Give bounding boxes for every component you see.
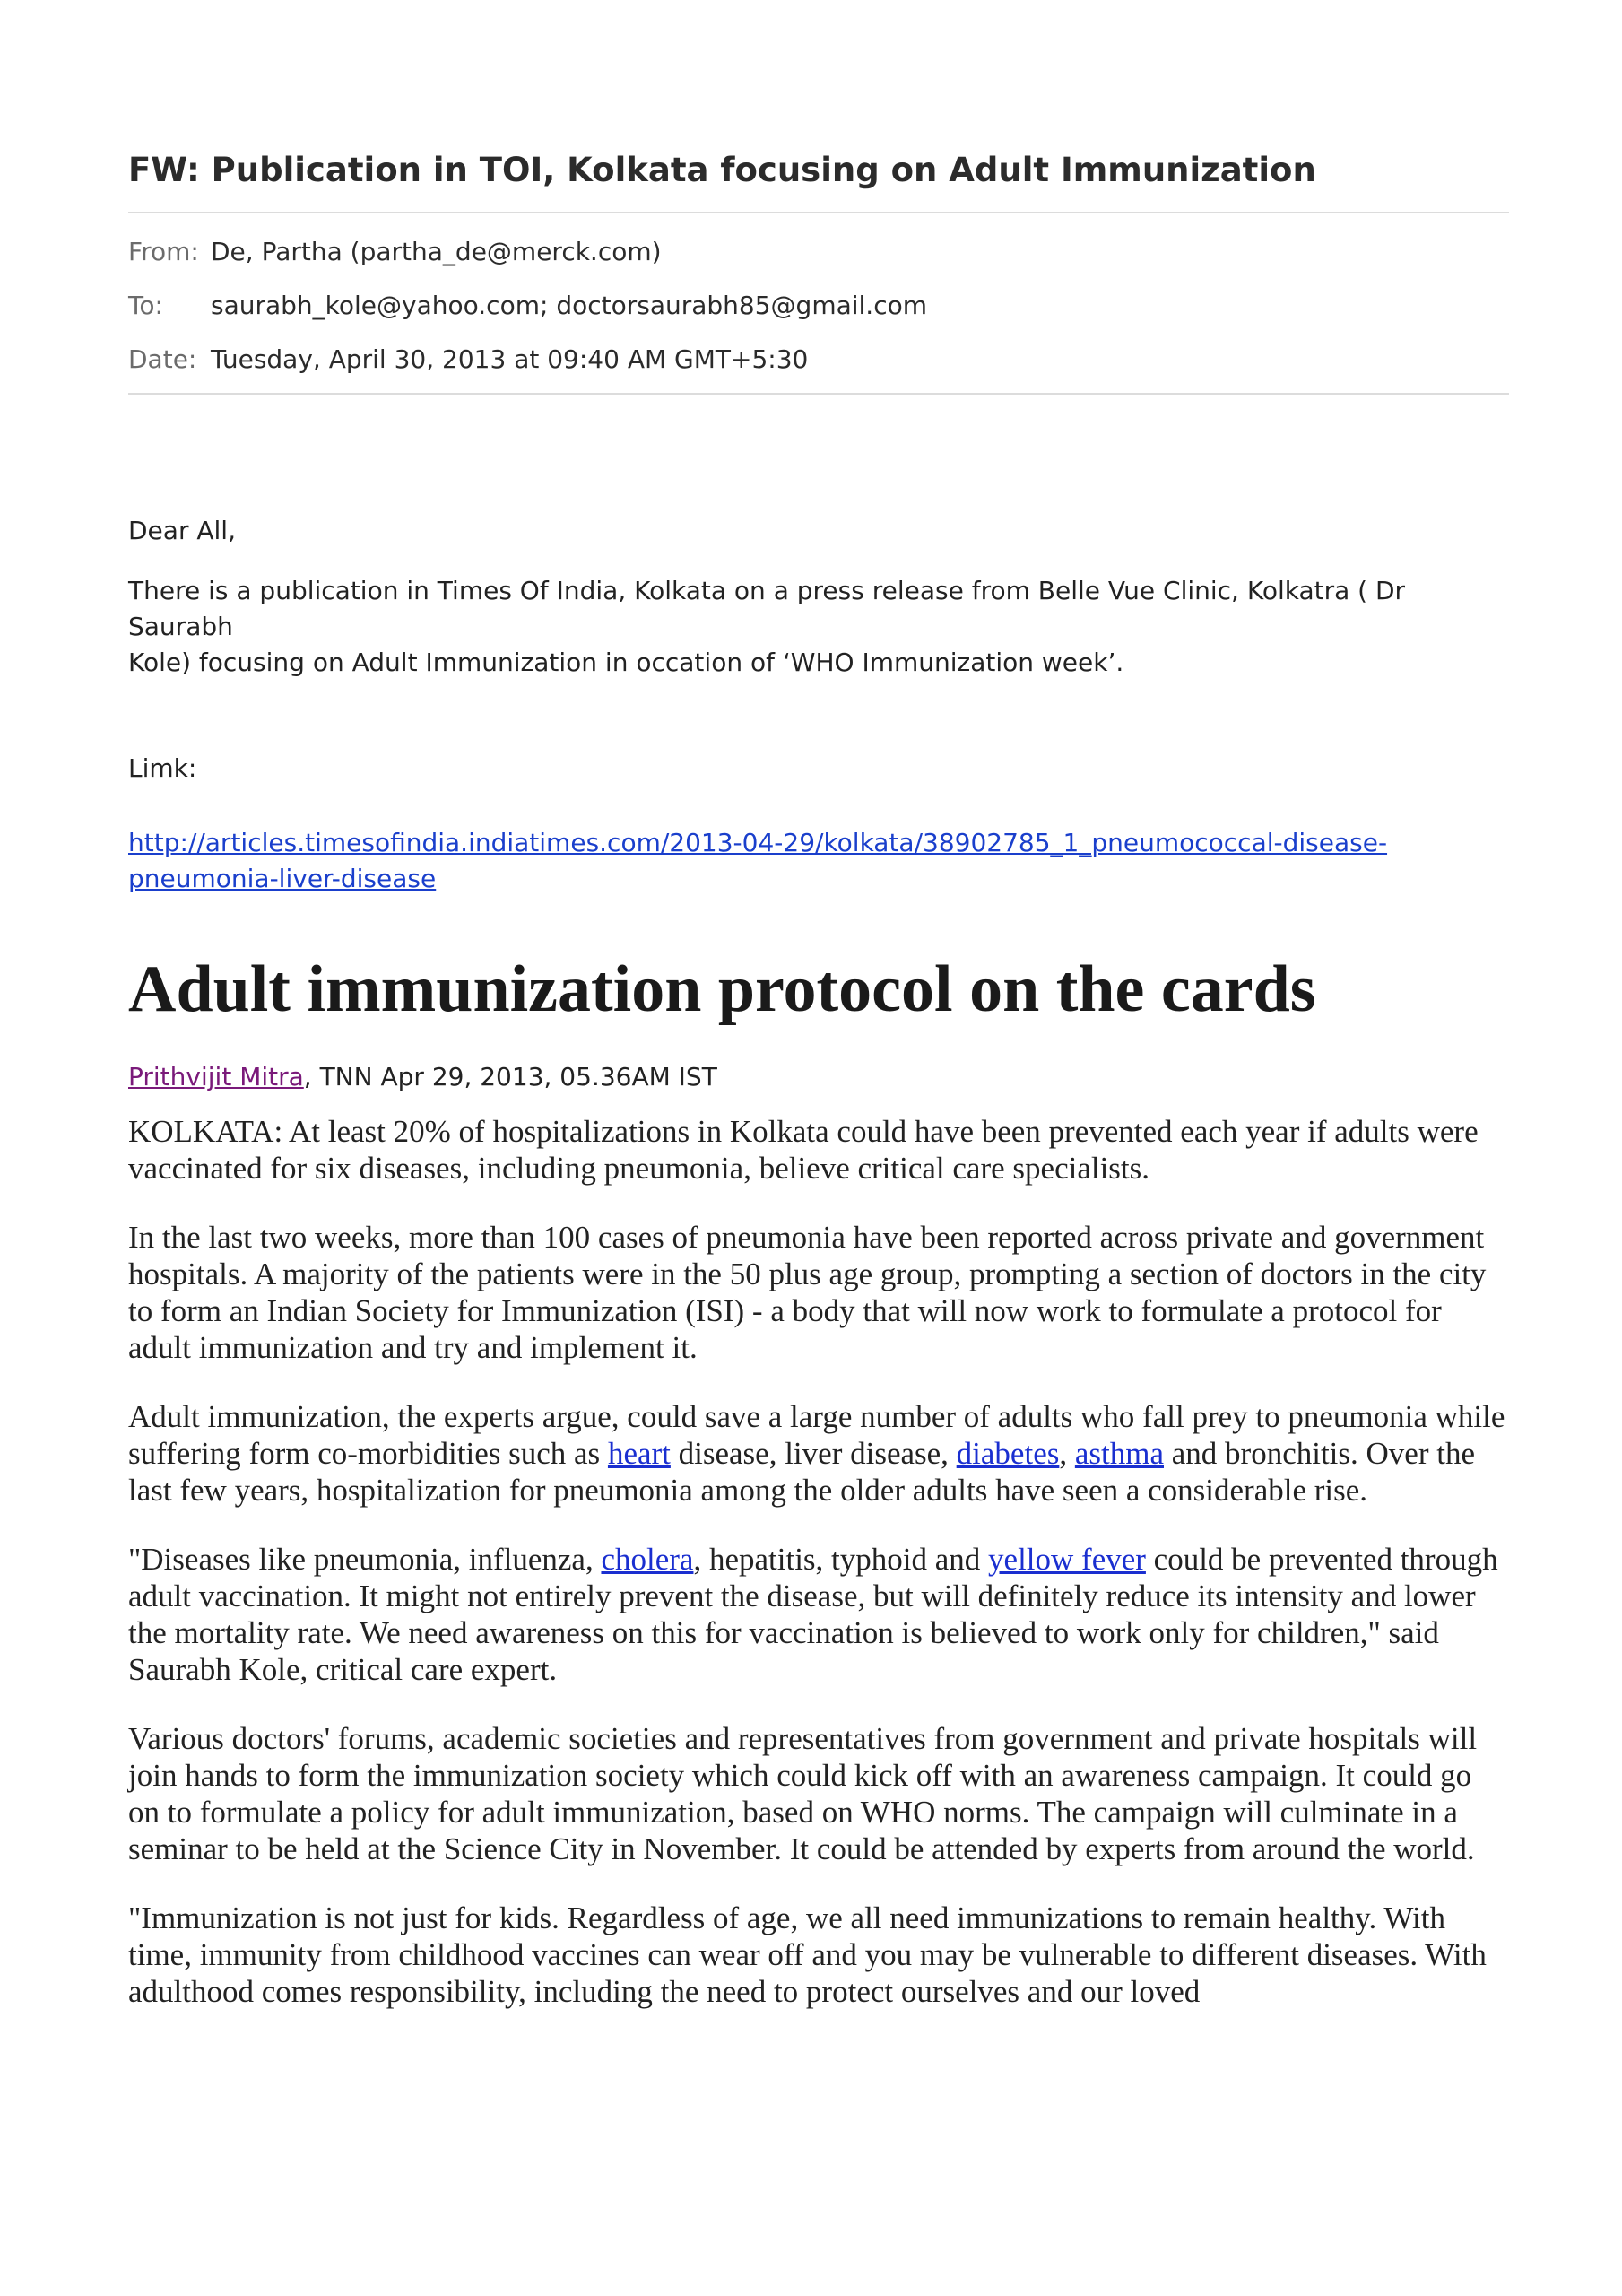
article-paragraph: In the last two weeks, more than 100 cases of pneumonia have been reported across private and government hospitals. A majority of the patients were in the 50 plus age group, prompting a section of doctors in the city to form an Indian Society for Immunization (ISI) - a body that will now work to formulate a protocol for adult immunization and try and implement it. <box>128 1220 1487 1365</box>
heart-link[interactable]: heart <box>607 1436 671 1471</box>
divider <box>128 393 1509 395</box>
to-row <box>128 278 1509 332</box>
byline-date: , TNN Apr 29, 2013, 05.36AM IST <box>303 1062 717 1091</box>
article-link[interactable] <box>128 825 1509 897</box>
from-label: From: <box>128 237 199 266</box>
intro-paragraph <box>128 573 1509 681</box>
link-label: Limk: <box>128 753 197 783</box>
from-row <box>128 224 1509 278</box>
intro-line: There is a publication in Times Of India, Kolkata on a press release from Belle Vue Clinic, Kolkatra ( Dr Saurabh <box>128 576 1406 641</box>
email-header <box>128 213 1509 393</box>
date-label: Date: <box>128 344 197 374</box>
to-label: To: <box>128 291 163 320</box>
article-paragraph: "Diseases like pneumonia, influenza, cholera, hepatitis, typhoid and yellow fever could be prevented through adult vaccination. It might not entirely prevent the disease, but will definitely reduce its intensity and lower the mortality rate. We need awareness on this for vaccination is believed to work only for children," said Saurabh Kole, critical care expert. <box>128 1542 1498 1687</box>
cholera-link[interactable]: cholera <box>601 1542 694 1577</box>
email-subject: FW: Publication in TOI, Kolkata focusing on Adult Immunization <box>128 151 1316 189</box>
author-link[interactable]: Prithvijit Mitra <box>128 1062 304 1091</box>
greeting: Dear All, <box>128 516 236 545</box>
article-paragraph: KOLKATA: At least 20% of hospitalizations in Kolkata could have been prevented each year if adults were vaccinated for six diseases, including pneumonia, believe critical care specialists. <box>128 1114 1479 1186</box>
to-value[interactable]: saurabh_kole@yahoo.com; doctorsaurabh85@gmail.com <box>211 291 928 320</box>
date-value: Tuesday, April 30, 2013 at 09:40 AM GMT+5:30 <box>211 344 809 374</box>
article-paragraph: Various doctors' forums, academic societies and representatives from government and private hospitals will join hands to form the immunization society which could kick off with an awareness campaign. It could go on to formulate a policy for adult immunization, based on WHO norms. The campaign will culminate in a seminar to be held at the Science City in November. It could be attended by experts from around the world. <box>128 1721 1478 1866</box>
byline <box>128 1062 1509 1091</box>
asthma-link[interactable]: asthma <box>1074 1436 1164 1471</box>
article-link-line[interactable]: http://articles.timesofindia.indiatimes.com/2013-04-29/kolkata/38902785_1_pneumococcal-disease- <box>128 828 1388 857</box>
date-row <box>128 332 1509 386</box>
article-headline: Adult immunization protocol on the cards <box>128 952 1316 1026</box>
article-paragraph: Adult immunization, the experts argue, could save a large number of adults who fall prey to pneumonia while suffering form co-morbidities such as heart disease, liver disease, diabetes, asthma and bronchitis. Over the last few years, hospitalization for pneumonia among the older adults have seen a considerable rise. <box>128 1399 1505 1508</box>
yellow-fever-link[interactable]: yellow fever <box>988 1542 1146 1577</box>
from-value[interactable]: De, Partha (partha_de@merck.com) <box>211 237 662 266</box>
article-paragraph: "Immunization is not just for kids. Regardless of age, we all need immunizations to remain healthy. With time, immunity from childhood vaccines can wear off and you may be vulnerable to different diseases. With adulthood comes responsibility, including the need to protect ourselves and our loved <box>128 1900 1487 2009</box>
article-link-line[interactable]: pneumonia-liver-disease <box>128 864 437 893</box>
email-page <box>128 144 1509 2042</box>
intro-line: Kole) focusing on Adult Immunization in occation of ‘WHO Immunization week’. <box>128 648 1124 677</box>
diabetes-link[interactable]: diabetes <box>956 1436 1060 1471</box>
article-body <box>128 1113 1509 2010</box>
